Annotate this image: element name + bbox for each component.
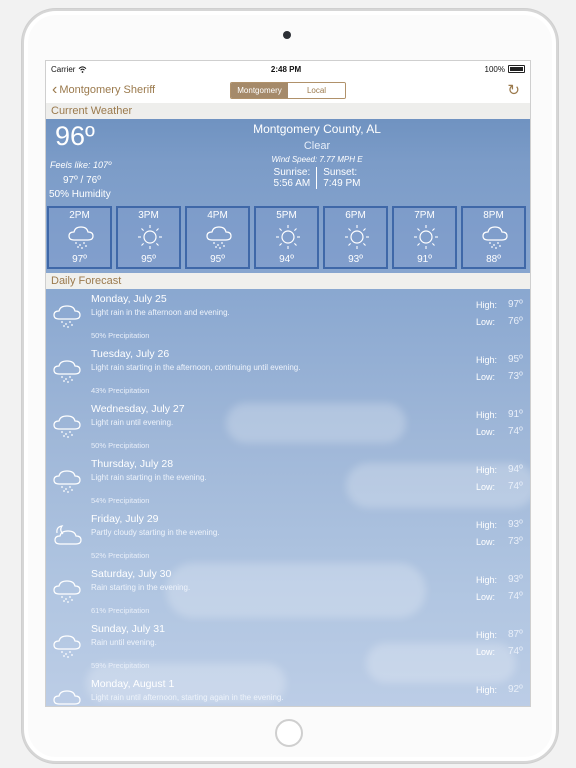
app-screen	[45, 60, 531, 707]
chevron-left-icon: ‹	[52, 81, 58, 98]
day-precipitation: 50% Precipitation	[91, 331, 150, 340]
sun-icon	[342, 224, 372, 250]
high-label: High:	[476, 575, 498, 585]
day-summary: Light rain in the afternoon and evening.	[91, 308, 230, 317]
low-value: 74º	[508, 481, 523, 492]
low-value: 73º	[508, 371, 523, 382]
hour-temp: 93º	[348, 254, 363, 265]
high-label: High:	[476, 685, 498, 695]
low-label: Low:	[476, 647, 496, 657]
wifi-icon	[78, 66, 87, 73]
daily-row[interactable]	[46, 619, 531, 674]
low-value: 74º	[508, 591, 523, 602]
hourly-forecast[interactable]	[47, 206, 531, 271]
day-summary: Light rain until evening.	[91, 418, 174, 427]
day-precipitation: 59% Precipitation	[91, 661, 150, 670]
day-name: Sunday, July 31	[91, 623, 165, 635]
rain-cloud-icon	[51, 688, 83, 707]
hour-time: 3PM	[138, 210, 159, 221]
battery-icon	[508, 65, 525, 73]
daily-row[interactable]	[46, 344, 531, 399]
high-value: 92º	[508, 684, 523, 695]
hour-temp: 95º	[141, 254, 156, 265]
rain-cloud-icon	[51, 358, 83, 384]
section-daily-forecast: Daily Forecast	[46, 273, 531, 289]
rain-cloud-icon	[204, 224, 234, 250]
high-value: 95º	[508, 354, 523, 365]
high-label: High:	[476, 630, 498, 640]
rain-cloud-icon	[480, 224, 510, 250]
day-precipitation: 54% Precipitation	[91, 496, 150, 505]
day-name: Friday, July 29	[91, 513, 159, 525]
hi-lo: 97º / 76º	[63, 175, 101, 186]
day-summary: Light rain starting in the afternoon, continuing until evening.	[91, 363, 301, 372]
section-current-weather: Current Weather	[46, 103, 531, 119]
hour-card[interactable]	[47, 206, 112, 269]
day-precipitation: 52% Precipitation	[91, 551, 150, 560]
day-name: Tuesday, July 26	[91, 348, 170, 360]
day-name: Wednesday, July 27	[91, 403, 185, 415]
camera-icon	[283, 31, 291, 39]
high-value: 97º	[508, 299, 523, 310]
sun-icon	[273, 224, 303, 250]
daily-row[interactable]	[46, 564, 531, 619]
location-segmented-control	[230, 82, 346, 99]
hour-temp: 97º	[72, 254, 87, 265]
low-label: Low:	[476, 537, 496, 547]
back-label: Montgomery Sheriff	[59, 84, 156, 96]
sun-icon	[135, 224, 165, 250]
hour-temp: 88º	[486, 254, 501, 265]
sunset-time: 7:49 PM	[323, 178, 361, 189]
day-name: Thursday, July 28	[91, 458, 174, 470]
low-label: Low:	[476, 482, 496, 492]
high-value: 93º	[508, 519, 523, 530]
high-label: High:	[476, 520, 498, 530]
daily-row[interactable]	[46, 509, 531, 564]
hour-time: 8PM	[483, 210, 504, 221]
refresh-icon[interactable]: ↻	[507, 82, 520, 99]
current-temp: 96º	[55, 121, 95, 151]
hour-temp: 94º	[279, 254, 294, 265]
hour-card[interactable]	[116, 206, 181, 269]
condition: Clear	[303, 140, 331, 152]
back-button[interactable]	[46, 82, 155, 98]
rain-cloud-icon	[66, 224, 96, 250]
feels-like: Feels like: 107º	[50, 160, 112, 170]
hour-temp: 95º	[210, 254, 225, 265]
humidity: 50% Humidity	[49, 189, 111, 200]
rain-cloud-icon	[51, 468, 83, 494]
status-bar	[46, 61, 530, 77]
clock: 2:48 PM	[270, 64, 302, 74]
day-precipitation: 61% Precipitation	[91, 606, 150, 615]
hour-card[interactable]	[461, 206, 526, 269]
day-precipitation: 50% Precipitation	[91, 441, 150, 450]
high-value: 94º	[508, 464, 523, 475]
low-label: Low:	[476, 317, 496, 327]
daily-row[interactable]	[46, 454, 531, 509]
low-value: 76º	[508, 316, 523, 327]
rain-cloud-icon	[51, 413, 83, 439]
segment-montgomery[interactable]: Montgomery	[231, 83, 288, 98]
day-summary: Partly cloudy starting in the evening.	[91, 528, 220, 537]
hour-time: 5PM	[276, 210, 297, 221]
high-label: High:	[476, 355, 498, 365]
day-precipitation: 43% Precipitation	[91, 386, 150, 395]
day-name: Monday, August 1	[91, 678, 175, 690]
high-value: 91º	[508, 409, 523, 420]
high-value: 87º	[508, 629, 523, 640]
low-value: 74º	[508, 426, 523, 437]
hour-card[interactable]	[392, 206, 457, 269]
rain-cloud-icon	[51, 633, 83, 659]
location-name: Montgomery County, AL	[253, 122, 381, 136]
sun-times	[207, 167, 427, 189]
high-label: High:	[476, 465, 498, 475]
high-label: High:	[476, 410, 498, 420]
day-summary: Light rain until afternoon, starting again in the evening.	[91, 693, 284, 702]
carrier-label: Carrier	[51, 64, 76, 74]
hour-time: 4PM	[207, 210, 228, 221]
low-label: Low:	[476, 372, 496, 382]
hour-time: 2PM	[69, 210, 90, 221]
wind-speed: Wind Speed: 7.77 MPH E	[271, 155, 363, 164]
sunrise-label: Sunrise:	[273, 167, 311, 178]
low-label: Low:	[476, 427, 496, 437]
segment-local[interactable]: Local	[288, 83, 345, 98]
day-name: Monday, July 25	[91, 293, 167, 305]
day-summary: Light rain starting in the evening.	[91, 473, 207, 482]
weather-content[interactable]	[46, 103, 531, 707]
battery-percent: 100%	[484, 64, 505, 74]
day-summary: Rain until evening.	[91, 638, 157, 647]
sun-icon	[411, 224, 441, 250]
high-label: High:	[476, 300, 498, 310]
hour-card[interactable]	[185, 206, 250, 269]
daily-row[interactable]	[46, 399, 531, 454]
hour-card[interactable]	[254, 206, 319, 269]
partly-cloudy-night-icon	[51, 523, 83, 549]
daily-row[interactable]	[46, 289, 531, 344]
low-value: 74º	[508, 646, 523, 657]
day-name: Saturday, July 30	[91, 568, 172, 580]
low-value: 73º	[508, 536, 523, 547]
hour-card[interactable]	[323, 206, 388, 269]
hour-temp: 91º	[417, 254, 432, 265]
low-label: Low:	[476, 592, 496, 602]
sunset-label: Sunset:	[323, 167, 358, 178]
sunrise-time: 5:56 AM	[273, 178, 311, 189]
high-value: 93º	[508, 574, 523, 585]
nav-bar	[46, 77, 530, 104]
rain-cloud-icon	[51, 303, 83, 329]
rain-cloud-icon	[51, 578, 83, 604]
day-summary: Rain starting in the evening.	[91, 583, 191, 592]
hour-time: 7PM	[414, 210, 435, 221]
hour-time: 6PM	[345, 210, 366, 221]
home-button[interactable]	[275, 719, 303, 747]
daily-row[interactable]	[46, 674, 531, 707]
